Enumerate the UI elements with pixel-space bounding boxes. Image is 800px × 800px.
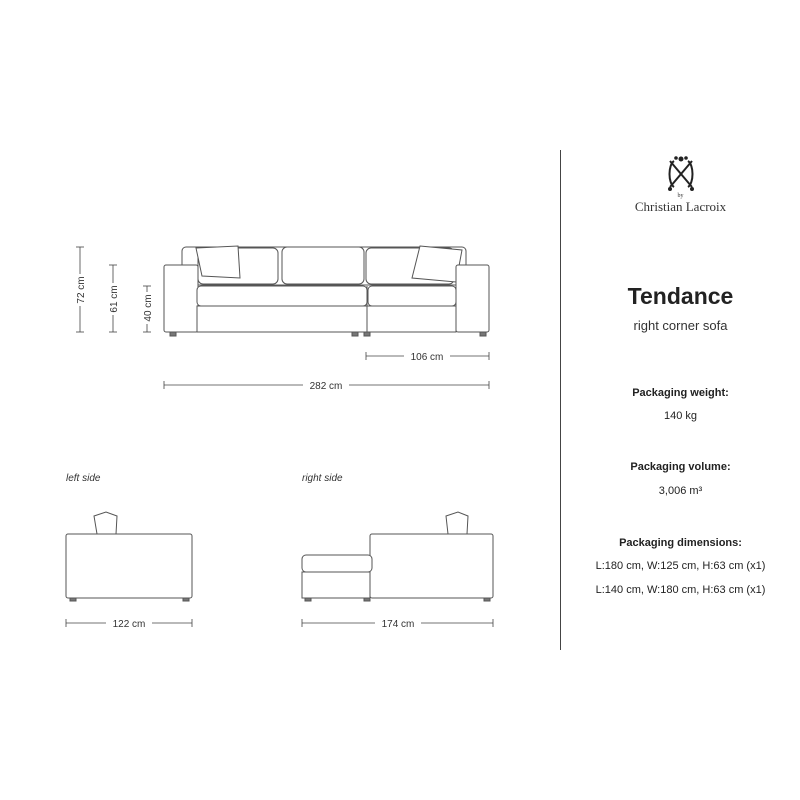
packaging-weight-value: 140 kg	[663, 410, 698, 422]
sofa-left-side-view	[66, 512, 192, 601]
product-subtitle: right corner sofa	[633, 318, 728, 333]
dim-chaise-width: 106 cm	[410, 352, 444, 363]
sofa-foot	[70, 598, 76, 601]
product-info-panel	[561, 0, 800, 800]
left-side-body	[66, 534, 192, 598]
sofa-right-side-view	[302, 512, 493, 601]
sofa-arm-left	[164, 265, 198, 332]
dim-left-side-depth: 122 cm	[112, 619, 146, 630]
sofa-foot	[364, 598, 370, 601]
sofa-throw-pillow-right	[412, 246, 462, 282]
sofa-back-cushion-middle	[282, 247, 364, 284]
sofa-seat-right	[368, 286, 456, 306]
sofa-base	[197, 306, 456, 332]
brand-name: Christian Lacroix	[634, 199, 727, 214]
dim-height-overall: 72 cm	[76, 276, 87, 304]
brand-logo	[561, 155, 800, 215]
sofa-arm-right	[456, 265, 489, 332]
right-side-cushion	[446, 512, 468, 534]
packaging-dimensions-row-2: L:140 cm, W:180 cm, H:63 cm (x1)	[595, 584, 766, 596]
christian-lacroix-monogram-icon	[664, 155, 698, 193]
sofa-throw-pillow-left	[196, 246, 240, 278]
dim-height-arm: 61 cm	[109, 285, 120, 313]
right-side-chaise-base	[302, 572, 370, 598]
left-side-cushion	[94, 512, 117, 534]
sofa-foot	[352, 332, 358, 336]
packaging-dimensions-label: Packaging dimensions:	[619, 537, 742, 549]
sofa-foot	[170, 332, 176, 336]
product-title: Tendance	[627, 283, 734, 309]
sofa-front-view	[164, 246, 489, 336]
dim-total-width: 282 cm	[309, 381, 343, 392]
packaging-dimensions-row-1: L:180 cm, W:125 cm, H:63 cm (x1)	[595, 560, 766, 572]
right-side-body	[370, 534, 493, 598]
dim-right-side-depth: 174 cm	[381, 619, 415, 630]
right-side-chaise-seat	[302, 555, 372, 572]
right-side-label: right side	[302, 473, 343, 484]
sofa-foot	[305, 598, 311, 601]
dim-height-seat: 40 cm	[143, 294, 154, 322]
sofa-foot	[183, 598, 189, 601]
left-side-label: left side	[66, 473, 101, 484]
sofa-foot	[484, 598, 490, 601]
brand-by-text: by	[677, 193, 684, 199]
sofa-seat-left	[197, 286, 367, 306]
packaging-volume-value: 3,006 m³	[658, 485, 703, 497]
sofa-foot	[480, 332, 486, 336]
packaging-volume-label: Packaging volume:	[630, 461, 731, 473]
packaging-weight-label: Packaging weight:	[632, 387, 729, 399]
sofa-foot	[364, 332, 370, 336]
